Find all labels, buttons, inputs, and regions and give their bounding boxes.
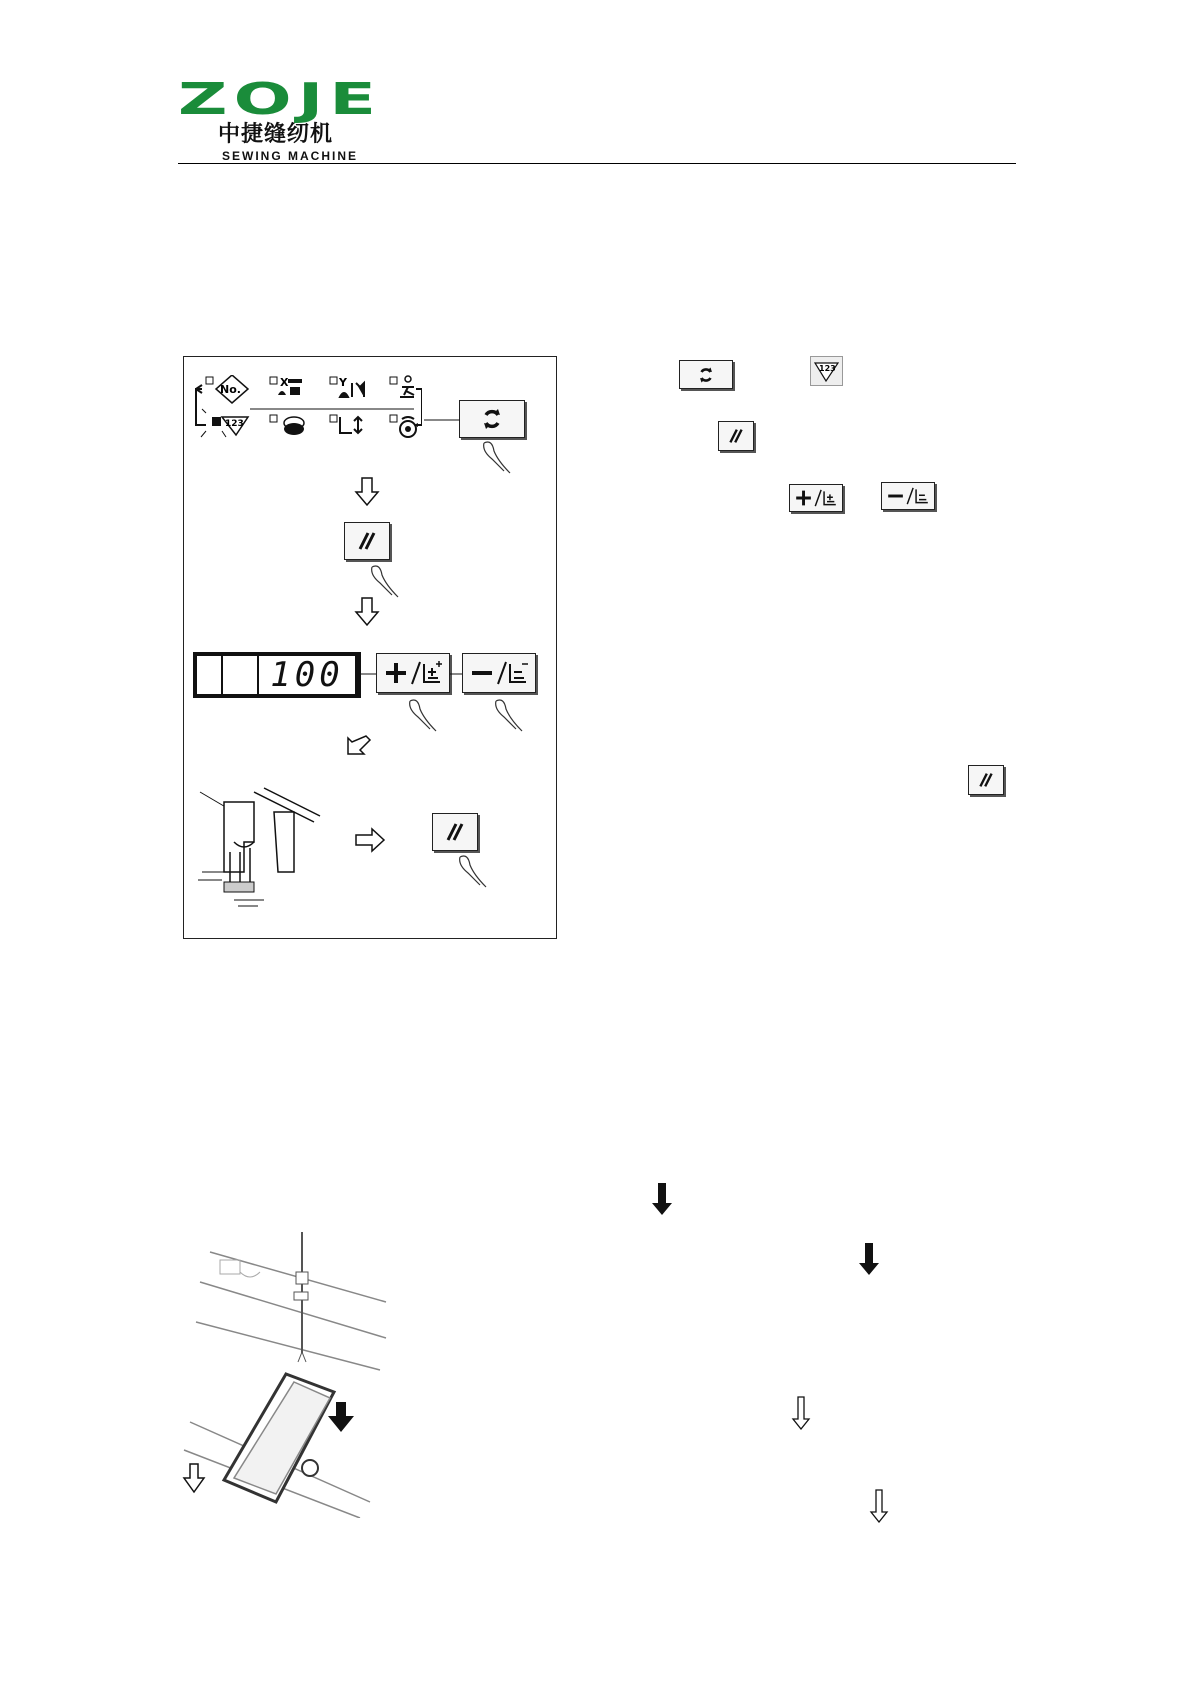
- cycle-key[interactable]: [459, 400, 525, 438]
- counter-value: 100: [259, 656, 357, 694]
- header-divider: [178, 163, 1016, 164]
- zoje-logo: ZOJE: [178, 74, 383, 125]
- finger-icon: [482, 439, 522, 479]
- counter-icon: [811, 357, 842, 385]
- finger-icon: [458, 853, 498, 893]
- no-label: No.: [220, 383, 241, 396]
- down-arrow-icon: [354, 477, 380, 507]
- reset-key[interactable]: [718, 421, 754, 451]
- reset-key[interactable]: [344, 522, 390, 560]
- counter-icon-label: 123: [819, 364, 836, 373]
- minus-key-icon: [468, 658, 530, 688]
- plus-key-icon: [793, 487, 839, 509]
- minus-key[interactable]: [881, 482, 935, 510]
- down-arrow-outline-icon: [869, 1489, 889, 1523]
- operation-panel-icons: [192, 375, 422, 445]
- down-arrow-icon: [651, 1182, 673, 1216]
- minus-key-icon: [885, 485, 931, 507]
- connector-line: [450, 671, 462, 677]
- connector-line: [361, 671, 377, 677]
- reset-key-icon: [727, 428, 745, 444]
- finger-icon: [408, 697, 448, 737]
- right-arrow-icon: [354, 827, 386, 853]
- reset-key-icon: [356, 531, 378, 551]
- x-label: X: [280, 376, 289, 389]
- logo-chinese-name: 中捷缝纫机: [218, 122, 334, 147]
- cycle-key-icon: [697, 365, 715, 385]
- diagonal-arrow-icon: [344, 732, 372, 762]
- cycle-key[interactable]: [679, 360, 733, 389]
- minus-key[interactable]: [462, 653, 536, 693]
- connector-line: [424, 415, 460, 425]
- reset-key[interactable]: [432, 813, 478, 851]
- down-arrow-outline-icon: [791, 1396, 811, 1430]
- presser-foot-icon: [194, 782, 324, 907]
- led-display: [193, 652, 361, 698]
- reset-key[interactable]: [968, 765, 1004, 795]
- plus-key[interactable]: [376, 653, 450, 693]
- down-arrow-icon: [354, 597, 380, 627]
- logo-subtitle: SEWING MACHINE: [222, 149, 358, 163]
- cycle-key-icon: [480, 406, 504, 432]
- finger-icon: [494, 697, 534, 737]
- down-arrow-icon: [858, 1242, 880, 1276]
- plus-key[interactable]: [789, 484, 843, 512]
- plus-key-icon: [382, 658, 444, 688]
- reset-key-icon: [444, 822, 466, 842]
- counter-key[interactable]: [810, 356, 843, 386]
- y-label: Y: [339, 376, 347, 389]
- figure-counter-setting: [183, 356, 557, 939]
- counter-label: 123: [225, 419, 244, 429]
- pedal-icon: [180, 1232, 394, 1518]
- reset-key-icon: [977, 772, 995, 788]
